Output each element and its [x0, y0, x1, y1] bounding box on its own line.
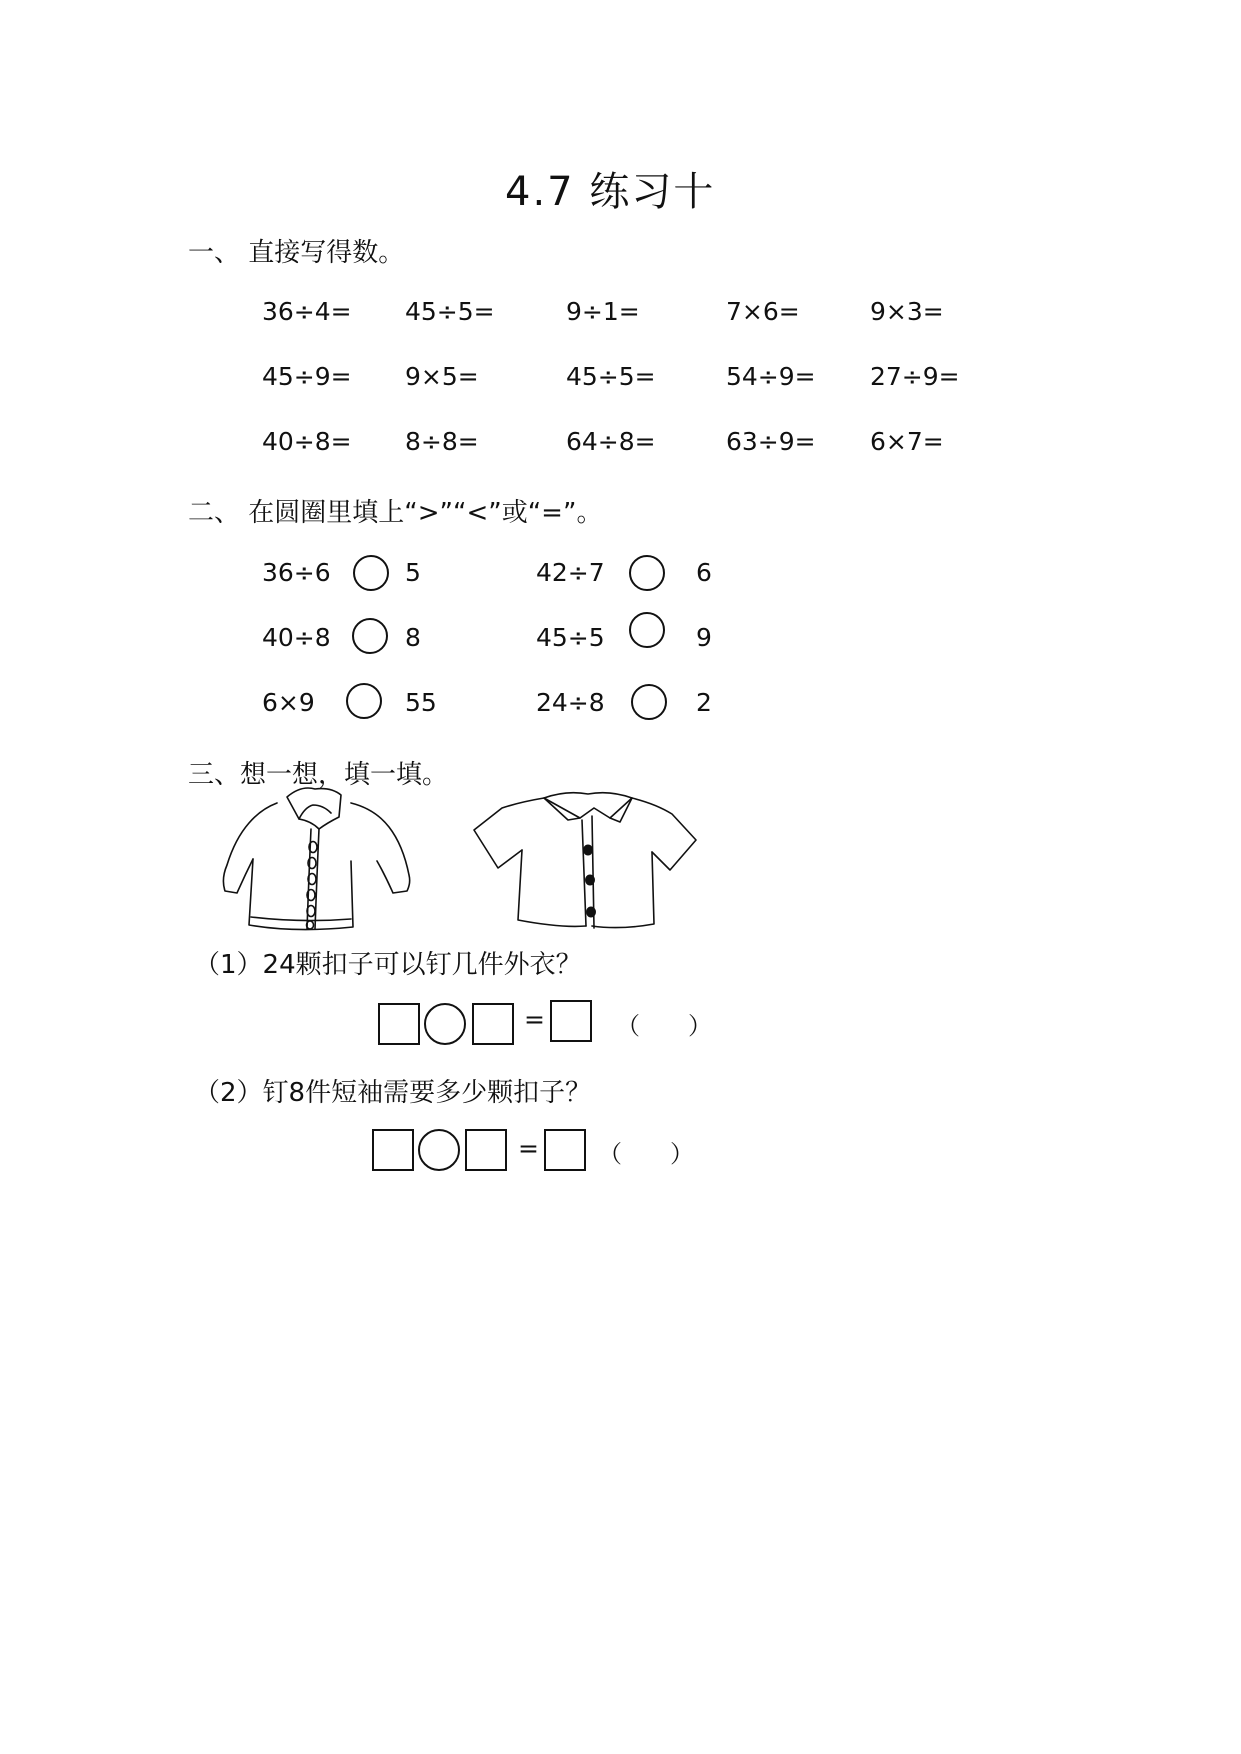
calc-item: 45÷5= [405, 297, 495, 326]
compare-right: 8 [405, 623, 421, 652]
section2-heading: 二、 在圆圈里填上“>”“<”或“=”。 [188, 498, 603, 528]
answer-box[interactable] [378, 1003, 420, 1045]
calc-item: 7×6= [726, 297, 800, 326]
calc-item: 63÷9= [726, 427, 816, 456]
calc-item: 45÷5= [566, 362, 656, 391]
compare-left: 36÷6 [262, 558, 331, 587]
calc-item: 9×5= [405, 362, 479, 391]
answer-paren[interactable]: （ ） [598, 1140, 694, 1168]
compare-left: 45÷5 [536, 623, 605, 652]
compare-circle[interactable] [629, 612, 665, 648]
short-sleeve-shirt-icon [470, 780, 700, 940]
calc-item: 6×7= [870, 427, 944, 456]
question-1: （1）24颗扣子可以钉几件外衣？ [194, 950, 582, 980]
compare-left: 40÷8 [262, 623, 331, 652]
section3-heading: 三、想一想，填一填。 [188, 760, 449, 790]
compare-right: 55 [405, 688, 437, 717]
compare-circle[interactable] [346, 683, 382, 719]
result-box[interactable] [550, 1000, 592, 1042]
calc-item: 64÷8= [566, 427, 656, 456]
operator-circle[interactable] [418, 1129, 460, 1171]
result-box[interactable] [544, 1129, 586, 1171]
calc-item: 45÷9= [262, 362, 352, 391]
compare-right: 2 [696, 688, 712, 717]
answer-box[interactable] [465, 1129, 507, 1171]
question-2: （2）钉8件短袖需要多少颗扣子？ [194, 1078, 592, 1108]
calc-item: 8÷8= [405, 427, 479, 456]
compare-circle[interactable] [352, 618, 388, 654]
calc-item: 40÷8= [262, 427, 352, 456]
calc-item: 9×3= [870, 297, 944, 326]
operator-circle[interactable] [424, 1003, 466, 1045]
calc-item: 27÷9= [870, 362, 960, 391]
compare-left: 24÷8 [536, 688, 605, 717]
calc-item: 9÷1= [566, 297, 640, 326]
compare-right: 6 [696, 558, 712, 587]
compare-left: 42÷7 [536, 558, 605, 587]
answer-box[interactable] [472, 1003, 514, 1045]
compare-circle[interactable] [629, 555, 665, 591]
equals-sign: = [518, 1134, 539, 1163]
answer-paren[interactable]: （ ） [616, 1012, 712, 1040]
compare-left: 6×9 [262, 688, 315, 717]
compare-right: 9 [696, 623, 712, 652]
compare-circle[interactable] [353, 555, 389, 591]
calc-item: 36÷4= [262, 297, 352, 326]
cardigan-icon [215, 783, 425, 933]
section1-heading: 一、 直接写得数。 [188, 238, 405, 268]
answer-box[interactable] [372, 1129, 414, 1171]
compare-right: 5 [405, 558, 421, 587]
page-title: 4.7 练习十 [505, 169, 716, 215]
calc-item: 54÷9= [726, 362, 816, 391]
equals-sign: = [524, 1005, 545, 1034]
compare-circle[interactable] [631, 684, 667, 720]
